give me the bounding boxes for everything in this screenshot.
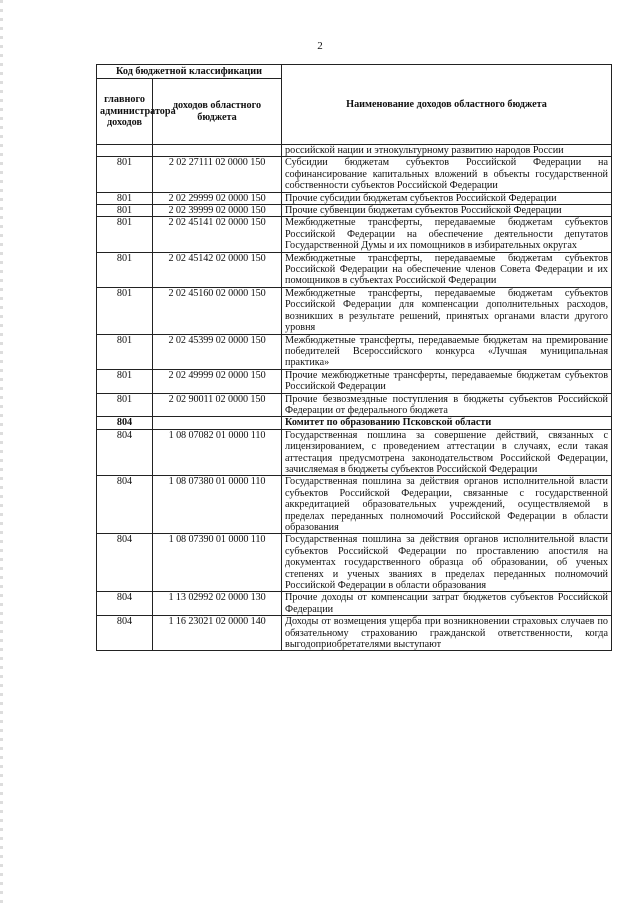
income-code — [153, 145, 282, 157]
income-name: Прочие субвенции бюджетам субъектов Российской Федерации — [282, 205, 612, 217]
main-admin-code: 801 — [97, 334, 153, 369]
main-admin-code: 801 — [97, 157, 153, 192]
income-code — [153, 417, 282, 429]
main-admin-code: 801 — [97, 252, 153, 287]
main-admin-code: 804 — [97, 417, 153, 429]
income-code: 2 02 29999 02 0000 150 — [153, 192, 282, 204]
income-code: 2 02 45141 02 0000 150 — [153, 217, 282, 252]
main-admin-code: 801 — [97, 217, 153, 252]
income-name: Государственная пошлина за действия органов исполнительной власти субъектов Российской Федерации, связанные с государственной аккредитацией образовательных учреждений, осуществляемой в пределах переданных полномочий Российской Федерации в области образования — [282, 476, 612, 534]
header-main-admin-column: главного администратора доходов — [97, 79, 153, 145]
income-name: Субсидии бюджетам субъектов Российской Федерации на софинансирование капитальных вложений в объекты государственной собственности субъектов Российской Федерации — [282, 157, 612, 192]
income-name: Прочие межбюджетные трансферты, передаваемые бюджетам субъектов Российской Федерации — [282, 369, 612, 393]
table-row — [97, 616, 612, 651]
main-admin-code: 804 — [97, 429, 153, 476]
income-name: Прочие субсидии бюджетам субъектов Российской Федерации — [282, 192, 612, 204]
income-name: Межбюджетные трансферты, передаваемые бюджетам на премирование победителей Всероссийского конкурса «Лучшая муниципальная практика» — [282, 334, 612, 369]
page-number: 2 — [317, 40, 323, 52]
income-code: 2 02 39999 02 0000 150 — [153, 205, 282, 217]
income-name: российской нации и этнокультурному развитию народов России — [282, 145, 612, 157]
table-row — [97, 476, 612, 534]
income-code: 2 02 49999 02 0000 150 — [153, 369, 282, 393]
department-row — [97, 417, 612, 429]
main-admin-code: 804 — [97, 534, 153, 592]
scan-edge — [0, 0, 3, 905]
table-row — [97, 205, 612, 217]
income-code: 1 13 02992 02 0000 130 — [153, 592, 282, 616]
main-admin-code: 804 — [97, 476, 153, 534]
table-row — [97, 334, 612, 369]
department-name: Комитет по образованию Псковской области — [282, 417, 612, 429]
header-group-title: Код бюджетной классификации — [97, 65, 282, 79]
main-admin-code: 801 — [97, 287, 153, 334]
table-row — [97, 592, 612, 616]
table-row — [97, 157, 612, 192]
income-code: 1 08 07390 01 0000 110 — [153, 534, 282, 592]
income-name: Государственная пошлина за действия органов исполнительной власти субъектов Российской Федерации по проставлению апостиля на документах государственного образца об образовании, об ученых степенях и ученых званиях в пределах переданных полномочий Российской Федерации в области образования — [282, 534, 612, 592]
table-row — [97, 429, 612, 476]
main-admin-code: 804 — [97, 592, 153, 616]
main-admin-code: 801 — [97, 393, 153, 417]
income-code: 2 02 27111 02 0000 150 — [153, 157, 282, 192]
income-code: 2 02 90011 02 0000 150 — [153, 393, 282, 417]
table-row — [97, 217, 612, 252]
income-name: Межбюджетные трансферты, передаваемые бюджетам субъектов Российской Федерации на обеспечение членов Совета Федерации и их помощников в субъектах Российской Федерации — [282, 252, 612, 287]
income-name: Прочие доходы от компенсации затрат бюджетов субъектов Российской Федерации — [282, 592, 612, 616]
main-admin-code: 801 — [97, 192, 153, 204]
income-name: Доходы от возмещения ущерба при возникновении страховых случаев по обязательному страхованию гражданской ответственности, когда выгодоприобретателями выступают — [282, 616, 612, 651]
table-row — [97, 252, 612, 287]
income-code: 1 08 07082 01 0000 110 — [153, 429, 282, 476]
table-row — [97, 393, 612, 417]
main-admin-code: 801 — [97, 205, 153, 217]
income-code: 1 08 07380 01 0000 110 — [153, 476, 282, 534]
income-code: 2 02 45142 02 0000 150 — [153, 252, 282, 287]
income-code: 2 02 45399 02 0000 150 — [153, 334, 282, 369]
income-name: Прочие безвозмездные поступления в бюджеты субъектов Российской Федерации от федерального бюджета — [282, 393, 612, 417]
income-name: Межбюджетные трансферты, передаваемые бюджетам субъектов Российской Федерации на обеспечение деятельности депутатов Государственной Думы и их помощников в избирательных округах — [282, 217, 612, 252]
table-row — [97, 369, 612, 393]
table-row — [97, 145, 612, 157]
table-row — [97, 534, 612, 592]
main-admin-code — [97, 145, 153, 157]
income-name: Межбюджетные трансферты, передаваемые бюджетам субъектов Российской Федерации для компенсации дополнительных расходов, возникших в результате решений, принятых органами власти другого уровня — [282, 287, 612, 334]
main-admin-code: 804 — [97, 616, 153, 651]
income-name: Государственная пошлина за совершение действий, связанных с лицензированием, с проведением аттестации в случаях, если такая аттестация предусмотрена законодательством Российской Федерации, зачисляемая в бюджеты субъектов Российской Федерации — [282, 429, 612, 476]
table-row — [97, 287, 612, 334]
main-admin-code: 801 — [97, 369, 153, 393]
header-name-column: Наименование доходов областного бюджета — [282, 65, 612, 145]
budget-classification-table — [96, 64, 612, 651]
income-code: 1 16 23021 02 0000 140 — [153, 616, 282, 651]
header-income-column: доходов областного бюджета — [153, 79, 282, 145]
income-code: 2 02 45160 02 0000 150 — [153, 287, 282, 334]
table-row — [97, 192, 612, 204]
